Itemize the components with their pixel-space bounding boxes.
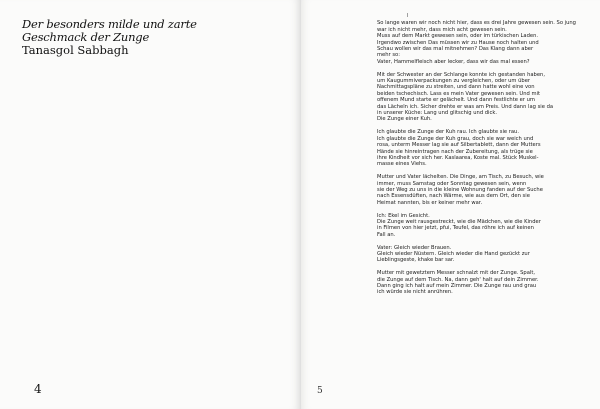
paragraph-6: Vater: Gleich wieder Brauen. Gleich wieder Nüstern. Gleich wieder die Hand gezückt zur Lieblingsgeste, khake bar sar. bbox=[377, 244, 530, 264]
page-number-right: 5 bbox=[317, 386, 323, 396]
paragraph-5: Ich: Ekel im Gesicht. Die Zunge weit rausgestreckt, wie die Mädchen, wie die Kinder in Filmen von hier jetzt, pfui, Teufel, das röhre ich auf keinen Fall an. bbox=[377, 212, 541, 238]
title-line-2: Geschmack der Zunge bbox=[22, 30, 150, 44]
paragraph-7: Mutter mit gewetztem Messer schnalzt mit der Zunge. Spalt, die Zunge auf dem Tisch. Na, dann geh' halt auf dein Zimmer. Dann ging ich halt auf mein Zimmer. Die Zunge rau und grau ich würde sie nicht anrühren. bbox=[377, 270, 539, 296]
right-page bbox=[301, 0, 600, 409]
title-line-1: Der besonders milde und zarte bbox=[22, 17, 197, 31]
body-text bbox=[377, 13, 582, 302]
section-marker: I bbox=[407, 13, 409, 19]
paragraph-1: So lange waren wir noch nicht hier, dass es drei Jahre gewesen sein. So jung war ich nicht mehr, dass mich acht gewesen sein. Muss auf dem Markt gewesen sein, oder im türkischen Laden. Irgendwo zwischen Das müssen wir zu Hause noch halten und Schau wollen wir das mal mitnehmen? Das Klang dann aber mehr so: Vater, Hammelfleisch aber lecker, dass wir das mal essen? bbox=[377, 20, 576, 65]
chapter-title-block bbox=[22, 18, 222, 57]
paragraph-2: Mit der Schwester an der Schlange konnte ich gestanden haben, um Kaugummiverpackungen zu vergleichen, oder um über Nachmittagspläne zu streiten, und dann hatte wohl eine von beiden tschechisch. Lass es mein Vater gewesen sein. Und mit offenem Mund starte er gelächelt. Und dann festlichte er um das Lächeln ich. Sicher drehte er was am Preis. Und dann lag sie da in unserer Küche: Lang und glitschig und dick. Die Zunge einer Kuh. bbox=[377, 71, 554, 123]
page-number-left: 4 bbox=[34, 382, 42, 396]
author-name: Tanasgol Sabbagh bbox=[22, 43, 129, 57]
paragraph-3: Ich glaubte die Zunge der Kuh rau. Ich glaubte sie rau. Ich glaubte die Zunge der Kuh grau, doch sie war weich und rosa, unterm Messer lag sie auf Silbertablett, dann der Mutters Hände sie hinreintragen nach der Zubereitung, als trüge sie ihre Kindheit vor sich her. Kaslaarea, Koste mal. Stück Muskel- masse eines Viehs. bbox=[377, 129, 541, 168]
paragraph-4: Mutter und Vater lächelten. Die Dinge, am Tisch, zu Besuch, wie immer, muss Samstag oder Sonntag gewesen sein, wenn sie der Weg zu uns in die kleine Wohnung fanden auf der Suche nach Essensdüften, nach Wärme, wie aus dem Ort, den sie Heimat nannten, bis er keiner mehr war. bbox=[377, 174, 544, 206]
